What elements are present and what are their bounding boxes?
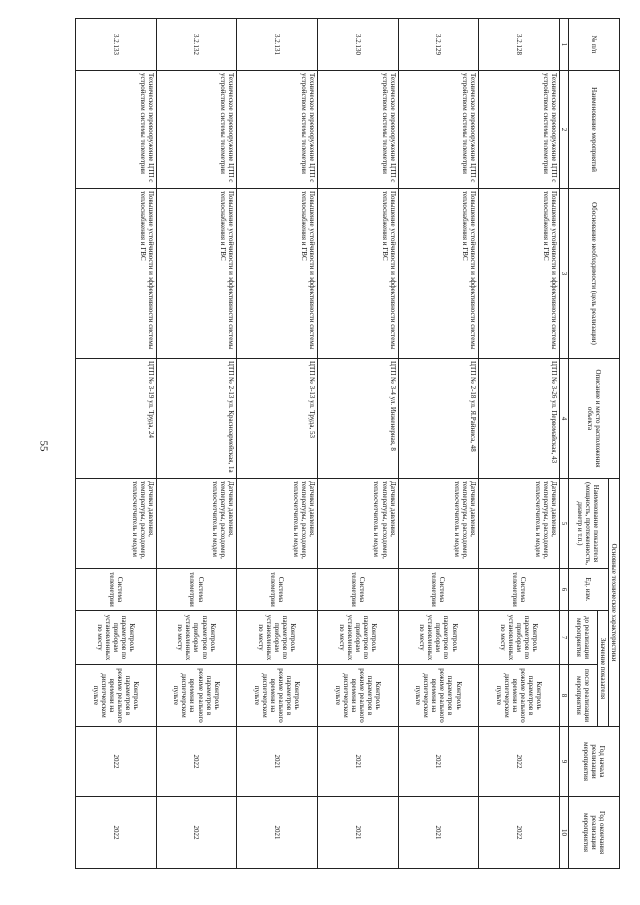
column-number: 8 xyxy=(559,665,568,727)
cell-year-start: 2022 xyxy=(156,727,237,797)
cell-before: Контроль параметров по приборам установленных по месту xyxy=(317,611,398,665)
column-number: 6 xyxy=(559,569,568,611)
cell-description: ЦТП № 3-4 ул. Инженерная, 8 xyxy=(317,359,398,479)
table-row xyxy=(479,19,560,869)
header-year-start: Год начала реализации мероприятия xyxy=(568,727,619,797)
table-row xyxy=(398,19,479,869)
header-justification: Обоснование необходимости (цель реализации) xyxy=(568,189,619,359)
header-main-characteristics: Основные технические характеристики xyxy=(608,479,619,727)
cell-description: ЦТП № 3-19 ул. Труда, 24 xyxy=(76,359,157,479)
cell-num: 3.2.130 xyxy=(317,19,398,71)
header-year-end: Год окончания реализации мероприятия xyxy=(568,797,619,869)
cell-char-name: Датчики давления, температуры, расходомер, теплосчетчитель и модем xyxy=(317,479,398,569)
header-char-name: Наименование показателя (мощность, протяженность, диаметр и т.п.) xyxy=(568,479,608,569)
table-row xyxy=(317,19,398,869)
cell-after: Контроль параметров в режиме реального времени на диспетчерском пульте xyxy=(317,665,398,727)
cell-justification: Повышение устойчивости и эффективности системы теплоснабжения и ГВС xyxy=(156,189,237,359)
column-number: 1 xyxy=(559,19,568,71)
header-name: Наименование мероприятий xyxy=(568,71,619,189)
cell-after: Контроль параметров в режиме реального времени на диспетчерском пульте xyxy=(76,665,157,727)
measures-table xyxy=(75,18,620,869)
cell-num: 3.2.129 xyxy=(398,19,479,71)
column-number: 9 xyxy=(559,727,568,797)
cell-char-name: Датчики давления, температуры, расходомер, теплосчетчитель и модем xyxy=(479,479,560,569)
header-after: после реализации мероприятия xyxy=(568,665,597,727)
cell-year-start: 2022 xyxy=(479,727,560,797)
header-row-1 xyxy=(608,19,619,869)
cell-year-end: 2021 xyxy=(317,797,398,869)
cell-after: Контроль параметров в режиме реального времени на диспетчерском пульте xyxy=(479,665,560,727)
cell-char-name: Датчики давления, температуры, расходомер, теплосчетчитель и модем xyxy=(237,479,318,569)
cell-unit: Система телеметрии xyxy=(479,569,560,611)
column-number: 3 xyxy=(559,189,568,359)
column-number: 5 xyxy=(559,479,568,569)
cell-description: ЦТП № 2-13 ул. Красноармейская, 1а xyxy=(156,359,237,479)
cell-name: Техническое перевооружение ЦТП с устройством системы телеметрии xyxy=(76,71,157,189)
column-number: 10 xyxy=(559,797,568,869)
cell-year-end: 2021 xyxy=(237,797,318,869)
column-number-row xyxy=(559,19,568,869)
cell-year-start: 2022 xyxy=(76,727,157,797)
cell-after: Контроль параметров в режиме реального времени на диспетчерском пульте xyxy=(156,665,237,727)
cell-unit: Система телеметрии xyxy=(76,569,157,611)
header-before: до реализации мероприятия xyxy=(568,611,597,665)
rotated-table-container xyxy=(75,18,620,868)
cell-num: 3.2.132 xyxy=(156,19,237,71)
cell-char-name: Датчики давления, температуры, расходомер, теплосчетчитель и модем xyxy=(398,479,479,569)
cell-name: Техническое перевооружение ЦТП с устройством системы телеметрии xyxy=(317,71,398,189)
column-number: 2 xyxy=(559,71,568,189)
cell-year-end: 2022 xyxy=(479,797,560,869)
cell-char-name: Датчики давления, температуры, расходомер, теплосчетчитель и модем xyxy=(156,479,237,569)
page-number: 55 xyxy=(37,440,50,452)
cell-name: Техническое перевооружение ЦТП с устройством системы телеметрии xyxy=(398,71,479,189)
cell-num: 3.2.128 xyxy=(479,19,560,71)
cell-after: Контроль параметров в режиме реального времени на диспетчерском пульте xyxy=(237,665,318,727)
cell-num: 3.2.133 xyxy=(76,19,157,71)
table-row xyxy=(237,19,318,869)
cell-description: ЦТП № 2-18 ул. Я.Райниса, 48 xyxy=(398,359,479,479)
header-description: Описание и место расположения объекта xyxy=(568,359,619,479)
table-row xyxy=(156,19,237,869)
cell-description: ЦТП № 3-13 ул. Труда, 53 xyxy=(237,359,318,479)
cell-justification: Повышение устойчивости и эффективности системы теплоснабжения и ГВС xyxy=(317,189,398,359)
cell-year-end: 2022 xyxy=(156,797,237,869)
cell-before: Контроль параметров по приборам установленных по месту xyxy=(479,611,560,665)
cell-before: Контроль параметров по приборам установленных по месту xyxy=(237,611,318,665)
cell-name: Техническое перевооружение ЦТП с устройством системы телеметрии xyxy=(156,71,237,189)
table-row xyxy=(76,19,157,869)
cell-year-start: 2021 xyxy=(398,727,479,797)
cell-justification: Повышение устойчивости и эффективности системы теплоснабжения и ГВС xyxy=(76,189,157,359)
cell-num: 3.2.131 xyxy=(237,19,318,71)
header-values-group: Значение показателя xyxy=(597,611,608,727)
cell-year-end: 2022 xyxy=(76,797,157,869)
cell-unit: Система телеметрии xyxy=(398,569,479,611)
cell-before: Контроль параметров по приборам установленных по месту xyxy=(156,611,237,665)
header-num: № п/п xyxy=(568,19,619,71)
cell-char-name: Датчики давления, температуры, расходомер, теплосчетчитель и модем xyxy=(76,479,157,569)
cell-unit: Система телеметрии xyxy=(156,569,237,611)
cell-justification: Повышение устойчивости и эффективности системы теплоснабжения и ГВС xyxy=(398,189,479,359)
cell-name: Техническое перевооружение ЦТП с устройством системы телеметрии xyxy=(237,71,318,189)
cell-after: Контроль параметров в режиме реального времени на диспетчерском пульте xyxy=(398,665,479,727)
cell-year-start: 2021 xyxy=(317,727,398,797)
cell-year-start: 2021 xyxy=(237,727,318,797)
column-number: 7 xyxy=(559,611,568,665)
cell-year-end: 2021 xyxy=(398,797,479,869)
cell-justification: Повышение устойчивости и эффективности системы теплоснабжения и ГВС xyxy=(237,189,318,359)
header-unit: Ед. изм. xyxy=(568,569,608,611)
cell-justification: Повышение устойчивости и эффективности системы теплоснабжения и ГВС xyxy=(479,189,560,359)
cell-before: Контроль параметров по приборам установленных по месту xyxy=(398,611,479,665)
cell-description: ЦТП № 3-26 ул. Первомайская, 43 xyxy=(479,359,560,479)
cell-name: Техническое перевооружение ЦТП с устройством системы телеметрии xyxy=(479,71,560,189)
cell-before: Контроль параметров по приборам установленных по месту xyxy=(76,611,157,665)
cell-unit: Система телеметрии xyxy=(317,569,398,611)
column-number: 4 xyxy=(559,359,568,479)
cell-unit: Система телеметрии xyxy=(237,569,318,611)
